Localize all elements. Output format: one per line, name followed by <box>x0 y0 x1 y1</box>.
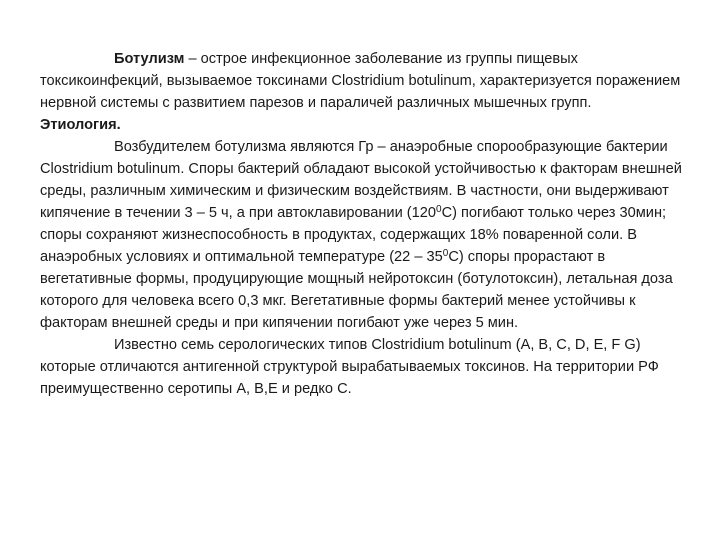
intro-paragraph <box>40 48 685 114</box>
etiology-p1-part3: С) споры прорастают в вегетативные формы, продуцирующие мощный нейротоксин (ботулотоксин), летальная доза которого для человека всего 0,3 мкг. Вегетативные формы бактерий менее устойчивы к факторам внешней среды и при кипячении погибают уже через 5 мин. <box>40 249 673 331</box>
etiology-p1-part1: Возбудителем ботулизма являются Гр – анаэробные спорообразующие бактерии Clostridium botulinum. Споры бактерий обладают высокой устойчивостью к факторам внешней среды, различным химическим и физическим воздействиям. В частности, они выдерживают кипячение в течении 3 – 5 ч, а при автоклавировании (120 <box>40 139 682 221</box>
etiology-paragraph-2: Известно семь серологических типов Clostridium botulinum (A, B, C, D, E, F G) которые отличаются антигенной структурой вырабатываемых токсинов. На территории РФ преимущественно серотипы A, B,E и редко С. <box>40 337 659 397</box>
etiology-paragraph-1 <box>40 136 685 334</box>
document-body <box>40 48 685 400</box>
degree-superscript-2: 0 <box>442 248 449 259</box>
term-botulism: Ботулизм <box>114 51 185 67</box>
intro-text: – острое инфекционное заболевание из группы пищевых токсикоинфекций, вызываемое токсинами Clostridium botulinum, характеризуется поражением нервной системы с развитием парезов и параличей различных мышечных групп. <box>40 51 681 111</box>
etiology-heading: Этиология. <box>40 117 121 133</box>
etiology-p1-part2: С) погибают только через 30мин; споры сохраняют жизнеспособность в продуктах, содержащих 18% поваренной соли. В анаэробных условиях и оптимальной температуре (22 – 35 <box>40 205 667 265</box>
degree-superscript-1: 0 <box>436 204 442 215</box>
